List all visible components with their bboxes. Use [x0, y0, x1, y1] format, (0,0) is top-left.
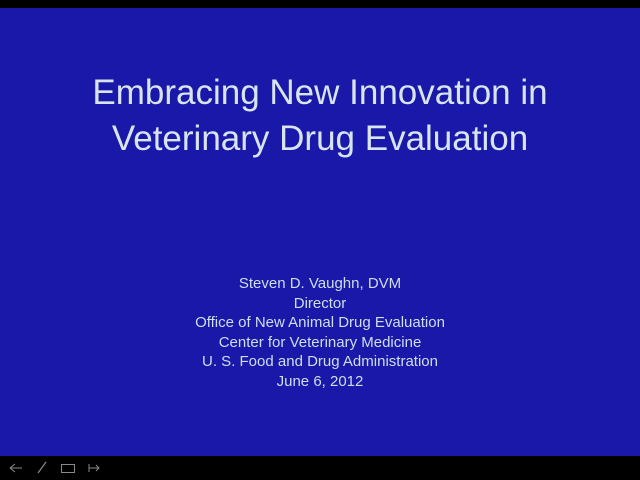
slide-byline	[0, 274, 640, 391]
pen-icon[interactable]	[34, 460, 50, 476]
pointer-icon[interactable]	[86, 460, 102, 476]
byline-date: June 6, 2012	[276, 372, 364, 390]
byline-presenter-role: Director	[293, 294, 347, 312]
byline-presenter-name: Steven D. Vaughn, DVM	[238, 275, 402, 292]
byline-agency: U. S. Food and Drug Administration	[202, 353, 438, 370]
slide-title	[0, 70, 640, 162]
slide-title-line-2: Veterinary Drug Evaluation	[111, 119, 529, 158]
back-arrow-icon[interactable]	[8, 460, 24, 476]
slide-toolbar	[0, 456, 640, 480]
slide-title-line-1: Embracing New Innovation in	[92, 73, 548, 112]
slide-icon[interactable]	[60, 460, 76, 476]
byline-center: Center for Veterinary Medicine	[218, 333, 422, 351]
slide-canvas	[0, 8, 640, 456]
byline-office: Office of New Animal Drug Evaluation	[195, 314, 445, 331]
